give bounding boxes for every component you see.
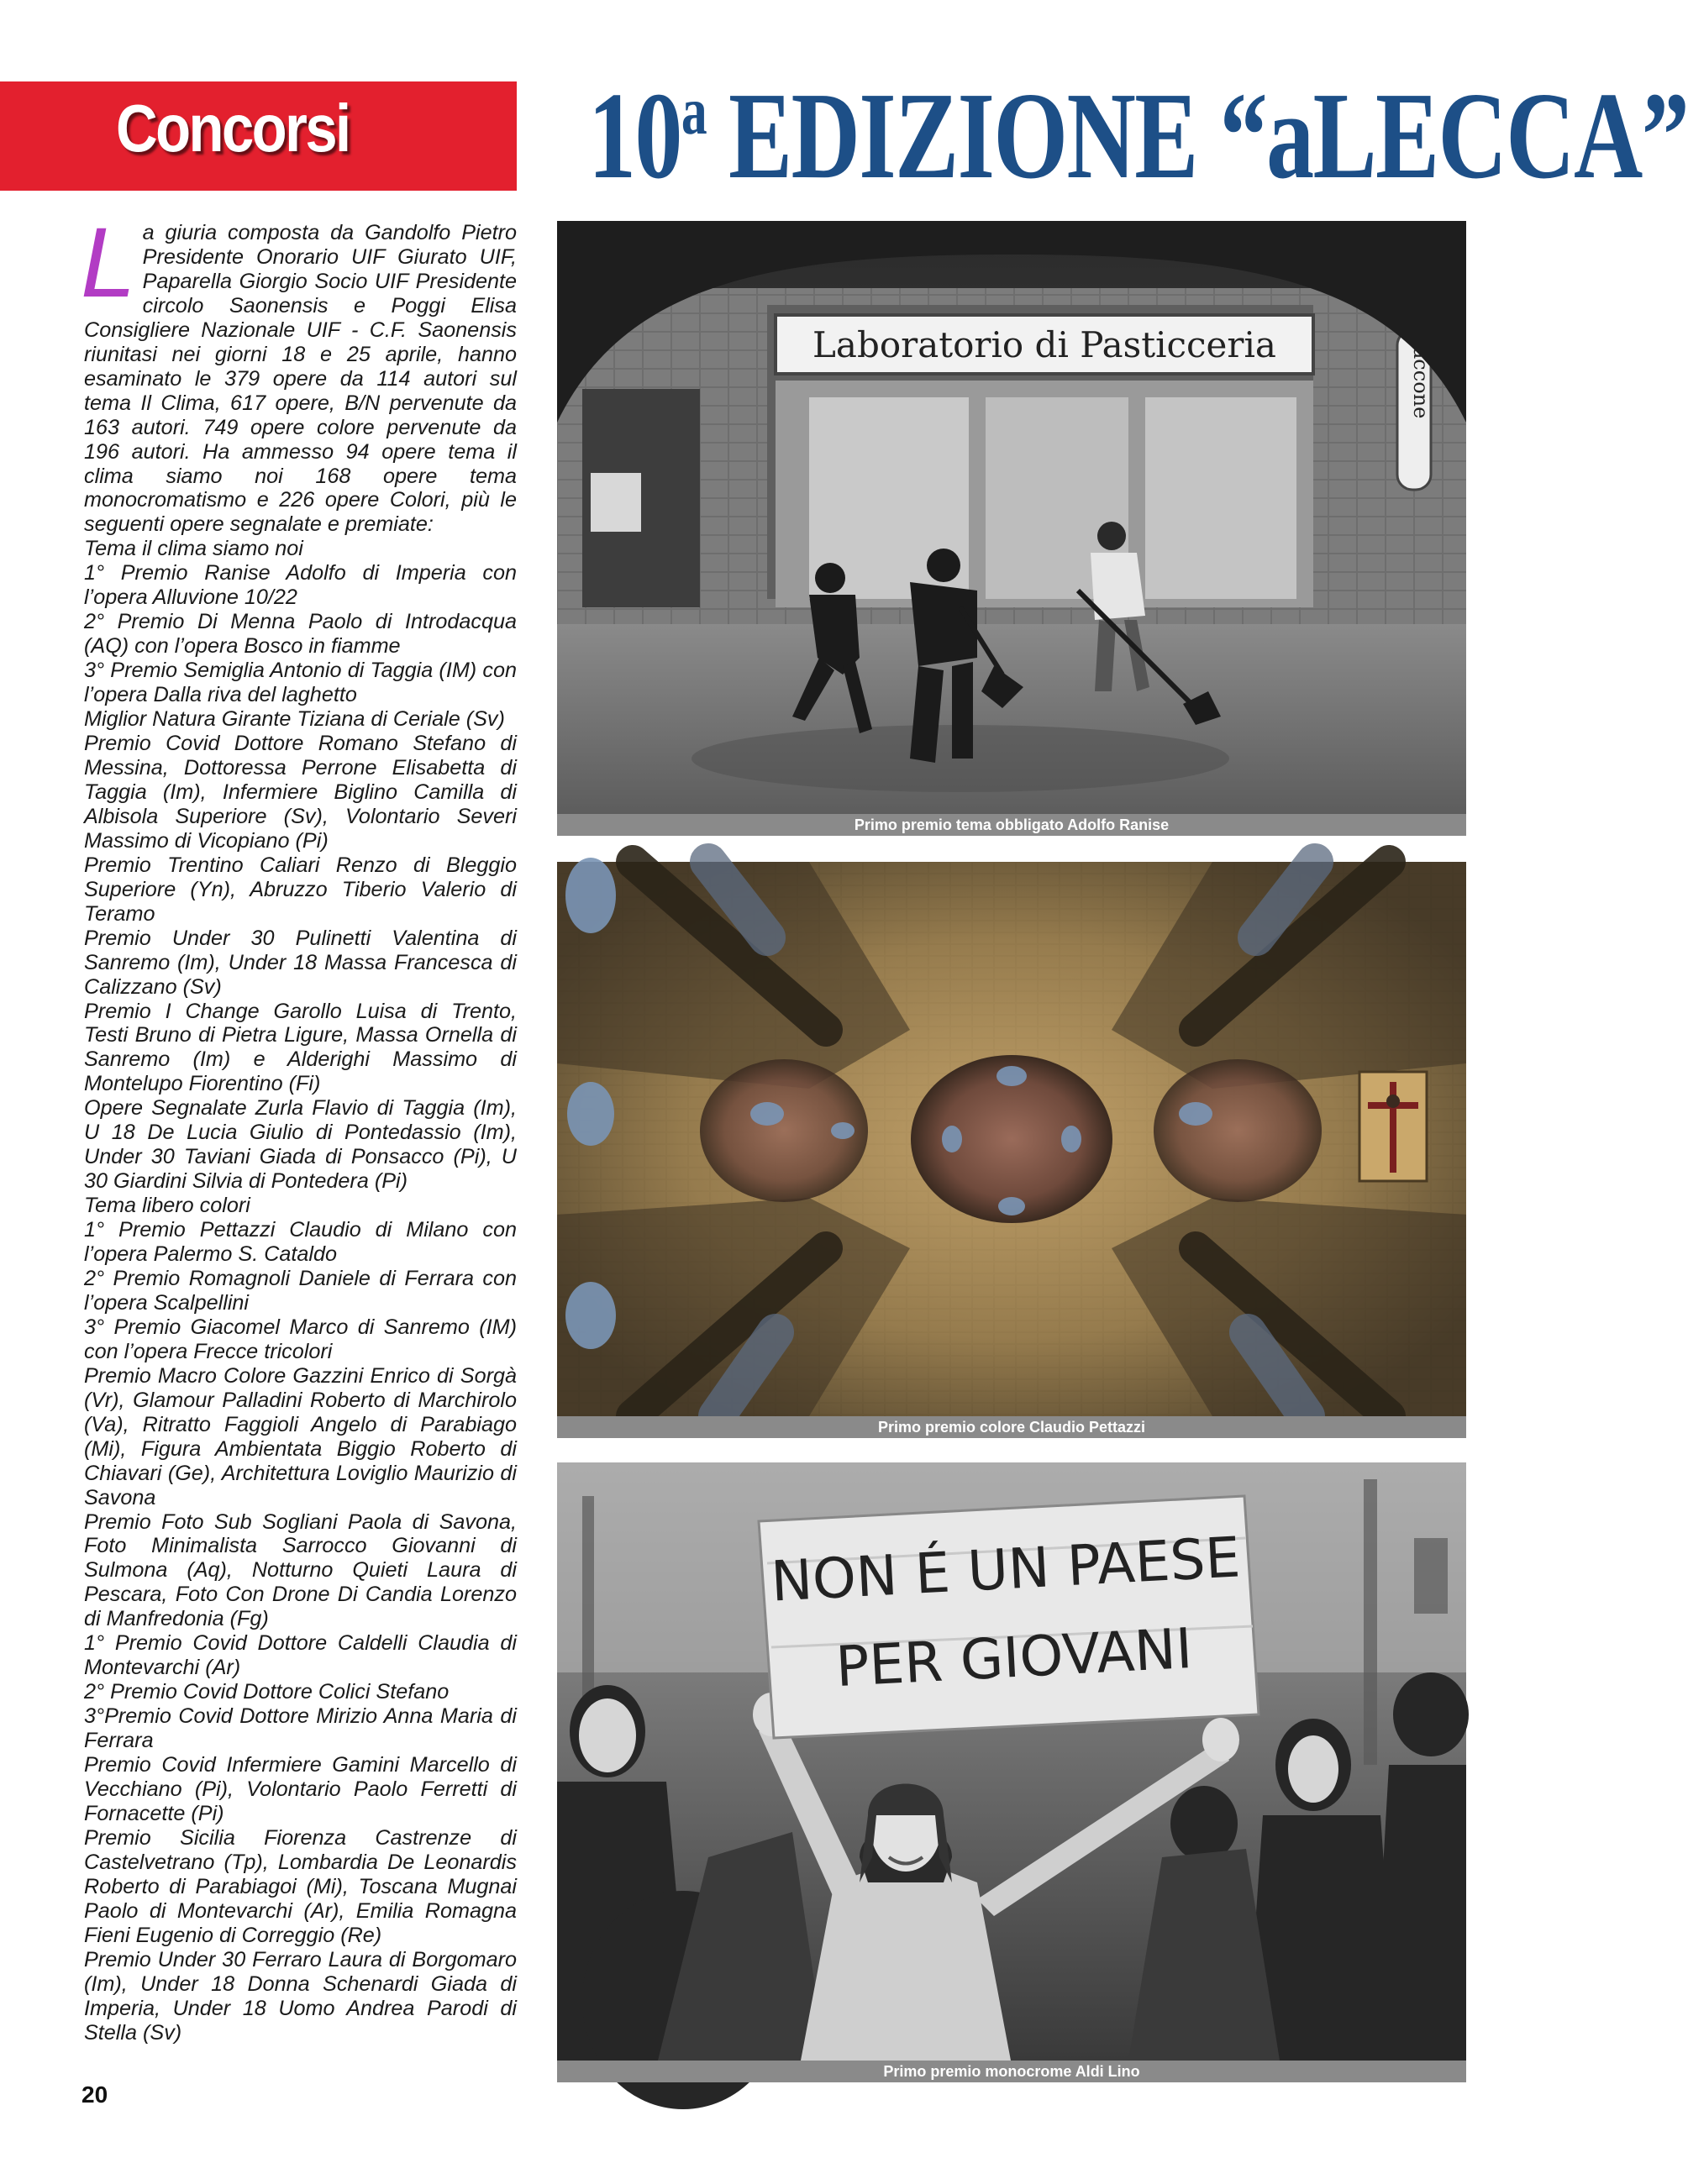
award-entry: Premio I Change Garollo Luisa di Trento, Testi Bruno di Pietra Ligure, Massa Ornella di Sanremo (Im) e Alderighi Massimo di Montelupo Fiorentino (Fi) [84, 999, 517, 1096]
award-entry: 1° Premio Pettazzi Claudio di Milano con l’opera Palermo S. Cataldo [84, 1218, 517, 1267]
shop-sign-text: Laboratorio di Pasticceria [812, 324, 1276, 365]
award-entry: Miglior Natura Girante Tiziana di Ceriale (Sv) [84, 707, 505, 732]
placard-line-1: NON É UN PAESE [769, 1525, 1242, 1614]
award-entry: Premio Under 30 Ferraro Laura di Borgomaro (Im), Under 18 Donna Schenardi Giada di Imperia, Under 18 Uomo Andrea Parodi di Stella (Sv) [84, 1947, 517, 2045]
award-entry: Premio Sicilia Fiorenza Castrenze di Castelvetrano (Tp), Lombardia De Leonardis Roberto di Parabiagoi (Mi), Toscana Mugnai Paolo di Montevarchi (Ar), Emilia Romagna Fieni Eugenio di Correggio (Re) [84, 1825, 517, 1947]
award-entry: 1° Premio Ranise Adolfo di Imperia con l’opera Alluvione 10/22 [84, 561, 517, 610]
award-entry: Premio Under 30 Pulinetti Valentina di Sanremo (Im), Under 18 Massa Francesca di Calizzano (Sv) [84, 926, 517, 999]
drop-cap: L [81, 207, 136, 318]
award-entry: Premio Macro Colore Gazzini Enrico di Sorgà (Vr), Glamour Palladini Roberto di Marchirolo (Va), Ritratto Faggioli Angelo di Parabiago (Mi), Figura Ambientata Biggio Roberto di Chiavari (Ge), Architettura Loviglio Maurizio di Savona [84, 1363, 517, 1509]
photo-flood-cleanup [557, 221, 1466, 814]
award-list [84, 537, 517, 2045]
award-entry: 2° Premio Romagnoli Daniele di Ferrara con l’opera Scalpellini [84, 1266, 517, 1315]
award-entry: Premio Covid Infermiere Gamini Marcello di Vecchiano (Pi), Volontario Paolo Ferretti di Fornacette (Pi) [84, 1753, 517, 1825]
photo-church-vaults [557, 862, 1466, 1416]
article-body [81, 207, 517, 2045]
headline-number: 10 [588, 67, 681, 205]
headline-superscript: a [681, 75, 707, 149]
section-title: Concorsi [116, 91, 350, 165]
placard-line-2: PER GIOVANI [833, 1615, 1194, 1700]
award-entry: 3° Premio Semiglia Antonio di Taggia (IM) con l’opera Dalla riva del laghetto [84, 659, 517, 707]
award-entry: Premio Covid Dottore Romano Stefano di Messina, Dottoressa Perrone Elisabetta di Taggia (Im), Infermiere Biglino Camilla di Albisola Superiore (Sv), Volontario Severi Massimo di Vicopiano (Pi) [84, 732, 517, 853]
award-entry: Premio Foto Sub Sogliani Paola di Savona, Foto Minimalista Sarrocco Giovanni di Sulmona (Aq), Notturno Quieti Laura di Pescara, Foto Con Drone Di Candia Lorenzo di Manfredonia (Fg) [84, 1509, 517, 1631]
photo-caption-1: Primo premio tema obbligato Adolfo Ranise [557, 814, 1466, 836]
award-entry: 2° Premio Covid Dottore Colici Stefano [84, 1680, 450, 1704]
award-entry: 2° Premio Di Menna Paolo di Introdacqua (AQ) con l’opera Bosco in fiamme [84, 610, 517, 659]
photo-protest [557, 1462, 1466, 2061]
headline-text: EDIZIONE “aLECCA” [706, 67, 1688, 205]
award-entry: Tema il clima siamo noi [84, 537, 303, 561]
side-sign-text: accone [1409, 347, 1433, 419]
headline [588, 67, 1688, 205]
award-entry: Tema libero colori [84, 1194, 250, 1218]
award-entry: 1° Premio Covid Dottore Caldelli Claudia di Montevarchi (Ar) [84, 1631, 517, 1680]
award-entry: 3°Premio Covid Dottore Mirizio Anna Maria di Ferrara [84, 1704, 517, 1753]
photo-caption-3: Primo premio monocrome Aldi Lino [557, 2061, 1466, 2082]
photo-caption-2: Primo premio colore Claudio Pettazzi [557, 1416, 1466, 1438]
award-entry: Opere Segnalate Zurla Flavio di Taggia (Im), U 18 De Lucia Giulio di Pontedassio (Im), Under 30 Taviani Giada di Ponsacco (Pi), U 30 Giardini Silvia di Pontedera (Pi) [84, 1096, 517, 1194]
page-number: 20 [82, 2082, 108, 2108]
article-lead: a giuria composta da Gandolfo Pietro Presidente Onorario UIF Giurato UIF, Paparella Giorgio Socio UIF Presidente circolo Saonensis e Poggi Elisa Consigliere Nazionale UIF - C.F. Saonensis riunitasi nei giorni 18 e 25 aprile, hanno esaminato le 379 opere da 114 autori sul tema Il Clima, 617 opere, B/N pervenute da 163 autori. 749 opere colore pervenute da 196 autori. Ha ammesso 94 opere tema il clima siamo noi 168 opere tema monocromatismo e 226 opere Colori, più le seguenti opere segnalate e premiate: [84, 221, 517, 537]
award-entry: Premio Trentino Caliari Renzo di Bleggio Superiore (Yn), Abruzzo Tiberio Valerio di Teramo [84, 853, 517, 926]
award-entry: 3° Premio Giacomel Marco di Sanremo (IM) con l’opera Frecce tricolori [84, 1315, 517, 1363]
